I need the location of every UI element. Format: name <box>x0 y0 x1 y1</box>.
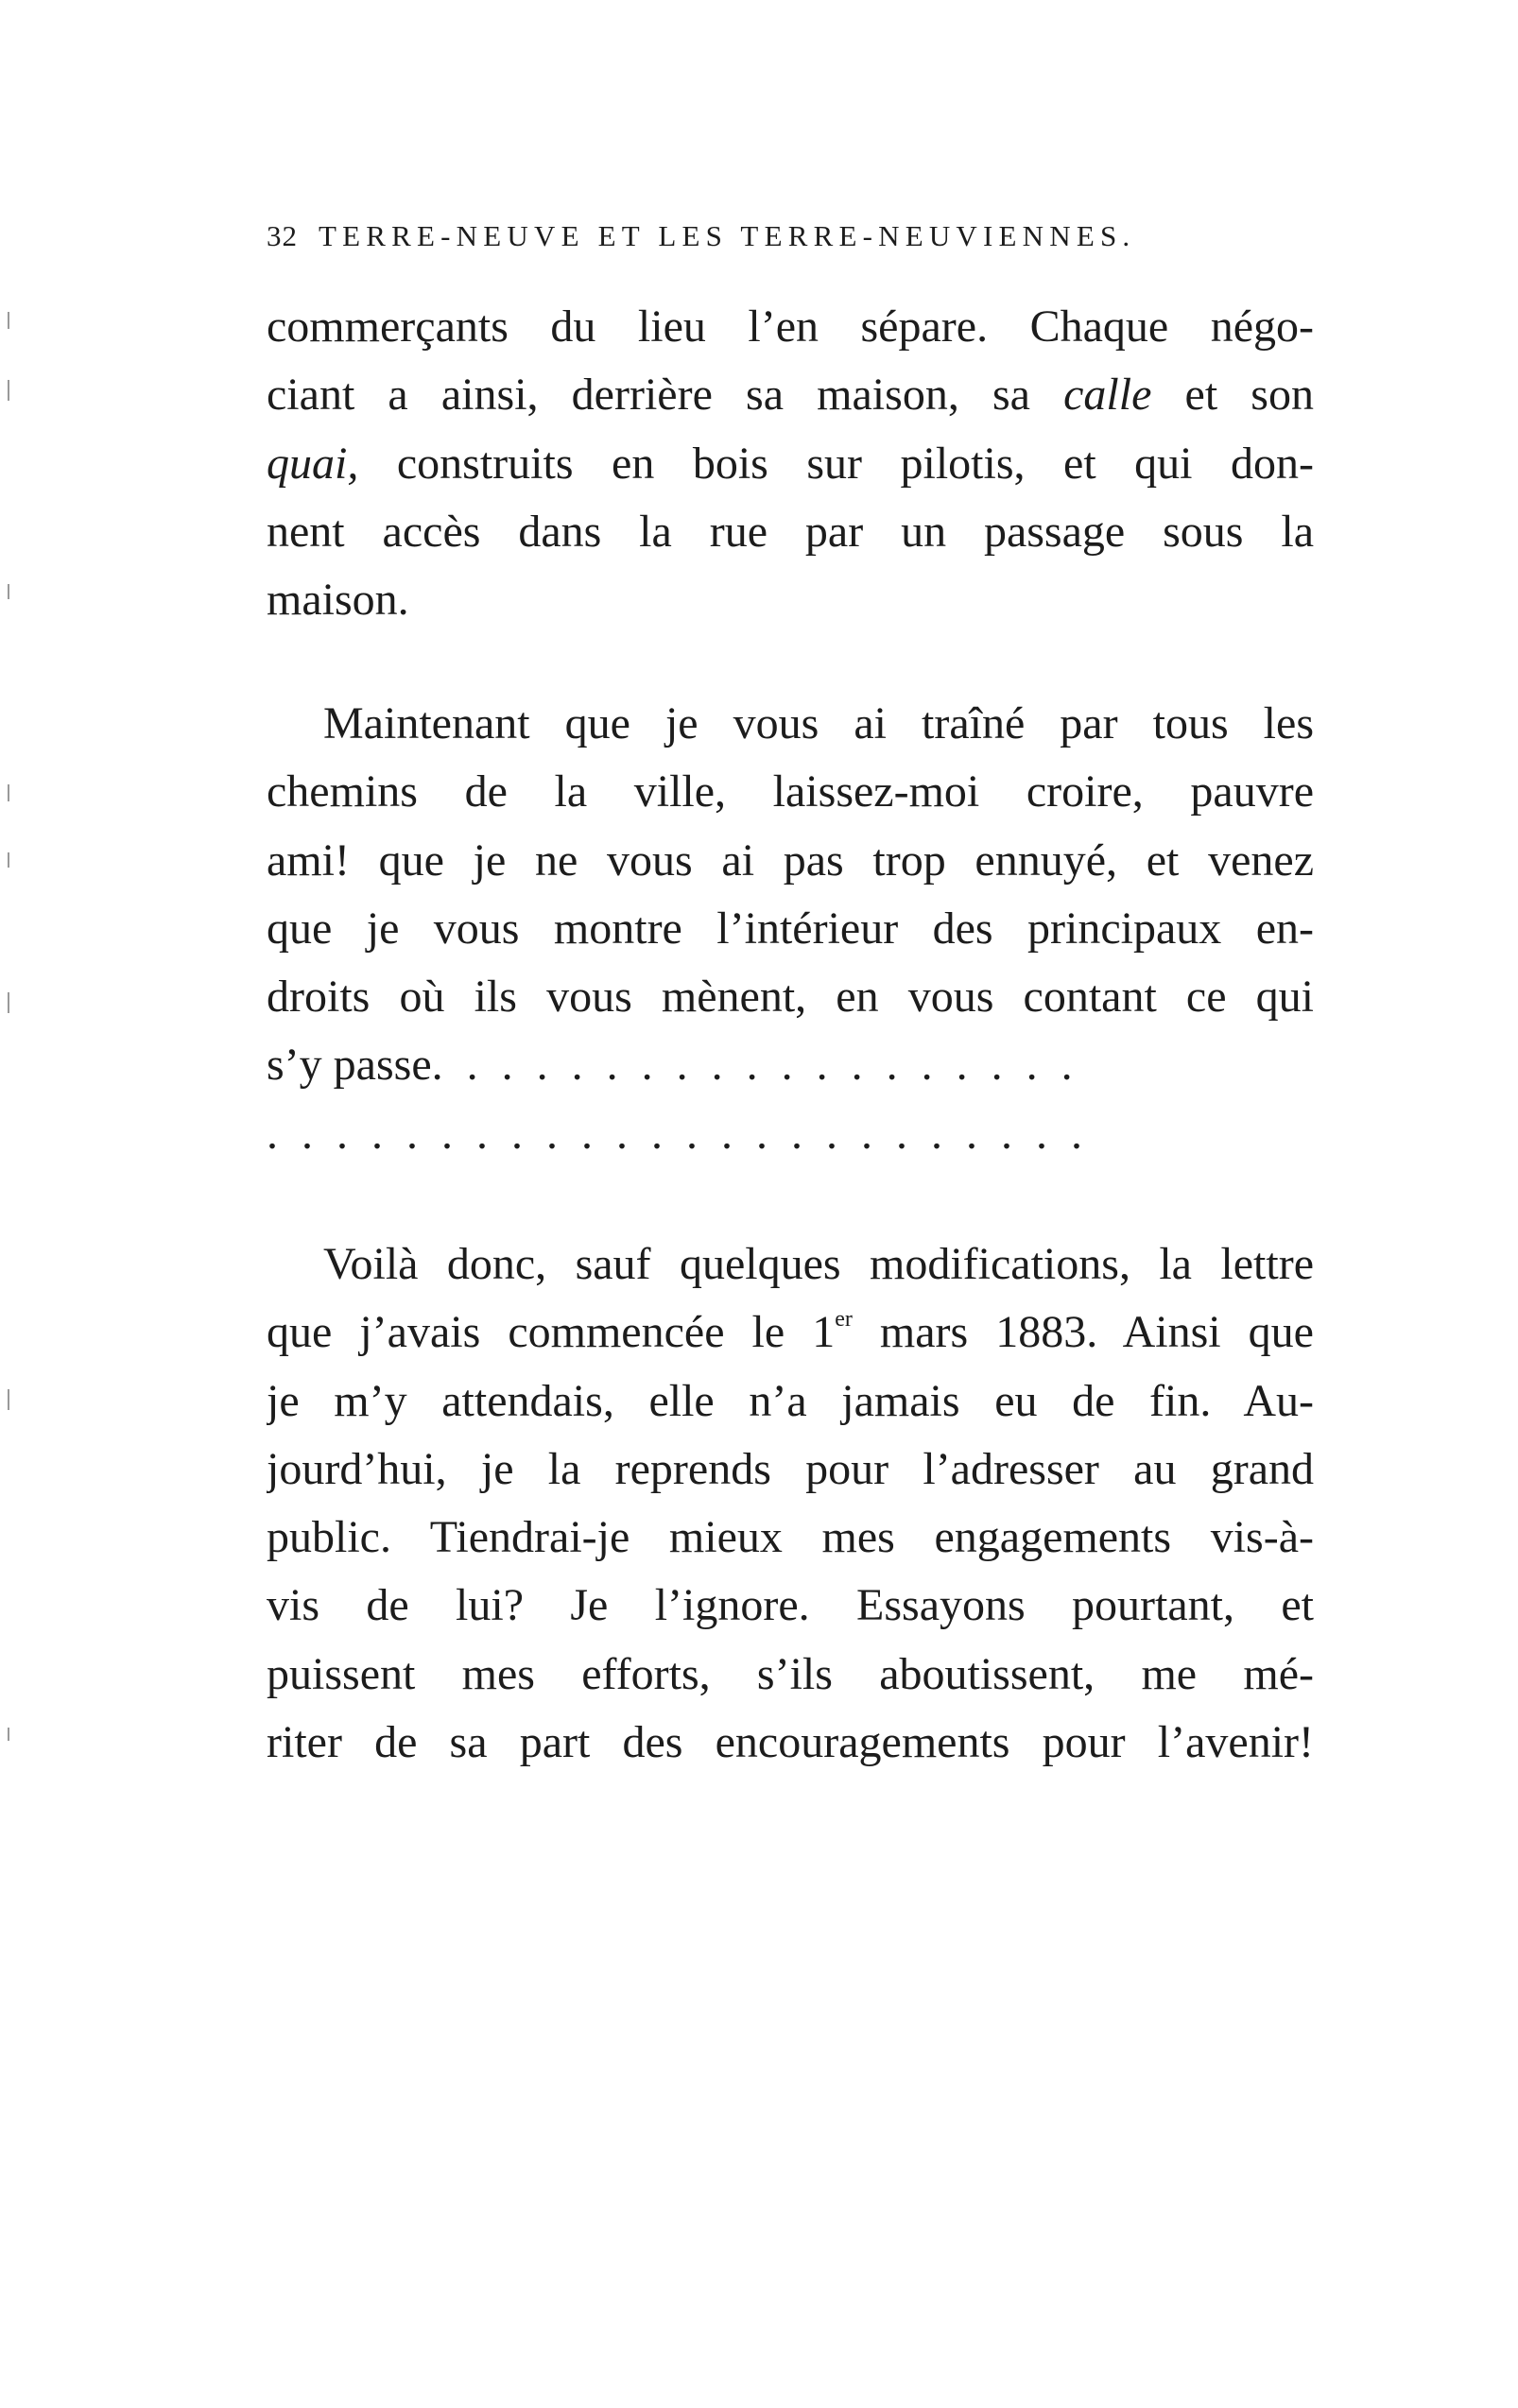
dot-leader: ................... <box>431 1040 1096 1091</box>
text-line: riter de sa part des encouragements pour l’avenir! <box>267 1717 1314 1768</box>
text-line: Voilà donc, sauf quelques modifications, la lettre <box>323 1239 1314 1289</box>
scan-mark <box>8 312 9 329</box>
scan-mark <box>8 992 9 1013</box>
scan-mark <box>8 784 9 801</box>
text-line: que j’avais commencée le 1er mars 1883. Ainsi que <box>267 1307 1314 1358</box>
italic-term: calle <box>1063 370 1152 421</box>
scan-mark <box>8 1389 9 1410</box>
text-line: je m’y attendais, elle n’a jamais eu de fin. Au- <box>267 1375 1314 1426</box>
text-line: chemins de la ville, laissez-moi croire, pauvre <box>267 766 1314 817</box>
text-line: commerçants du lieu l’en sépare. Chaque négo- <box>267 301 1314 352</box>
text-line: que je vous montre l’intérieur des principaux en- <box>267 903 1314 954</box>
paragraph-2 <box>267 690 1314 1168</box>
scan-mark <box>8 380 9 401</box>
superscript: er <box>835 1307 853 1333</box>
running-head <box>267 219 1314 257</box>
scan-mark <box>8 1728 9 1741</box>
scan-mark <box>8 852 9 868</box>
italic-term: quai, <box>267 438 359 489</box>
running-title: TERRE-NEUVE ET LES TERRE-NEUVIENNES. <box>319 219 1136 252</box>
text-line: s’y passe................... <box>267 1031 1314 1099</box>
text-line: droits où ils vous mènent, en vous contant ce qui <box>267 972 1314 1023</box>
text-line: maison. <box>267 575 409 626</box>
scan-mark <box>8 584 9 599</box>
text-line: puissent mes efforts, s’ils aboutissent, me mé- <box>267 1648 1314 1699</box>
text-line: ciant a ainsi, derrière sa maison, sa calle et son <box>267 370 1314 421</box>
paragraph-1 <box>267 293 1314 634</box>
text-line: ami! que je ne vous ai pas trop ennuyé, et venez <box>267 834 1314 886</box>
text-line: public. Tiendrai-je mieux mes engagements vis-à- <box>267 1512 1314 1563</box>
text-line: jourd’hui, je la reprends pour l’adresser au grand <box>267 1443 1314 1494</box>
text-line <box>267 1100 1314 1168</box>
text-line: nent accès dans la rue par un passage sous la <box>267 506 1314 557</box>
paragraph-3 <box>267 1230 1314 1777</box>
text-line: quai, construits en bois sur pilotis, et qui don- <box>267 438 1314 489</box>
text-line: Maintenant que je vous ai traîné par tous les <box>323 698 1314 748</box>
page-number: 32 <box>267 219 298 252</box>
text-line: vis de lui? Je l’ignore. Essayons pourtant, et <box>267 1580 1314 1631</box>
dot-leader: ........................ <box>267 1108 1106 1159</box>
